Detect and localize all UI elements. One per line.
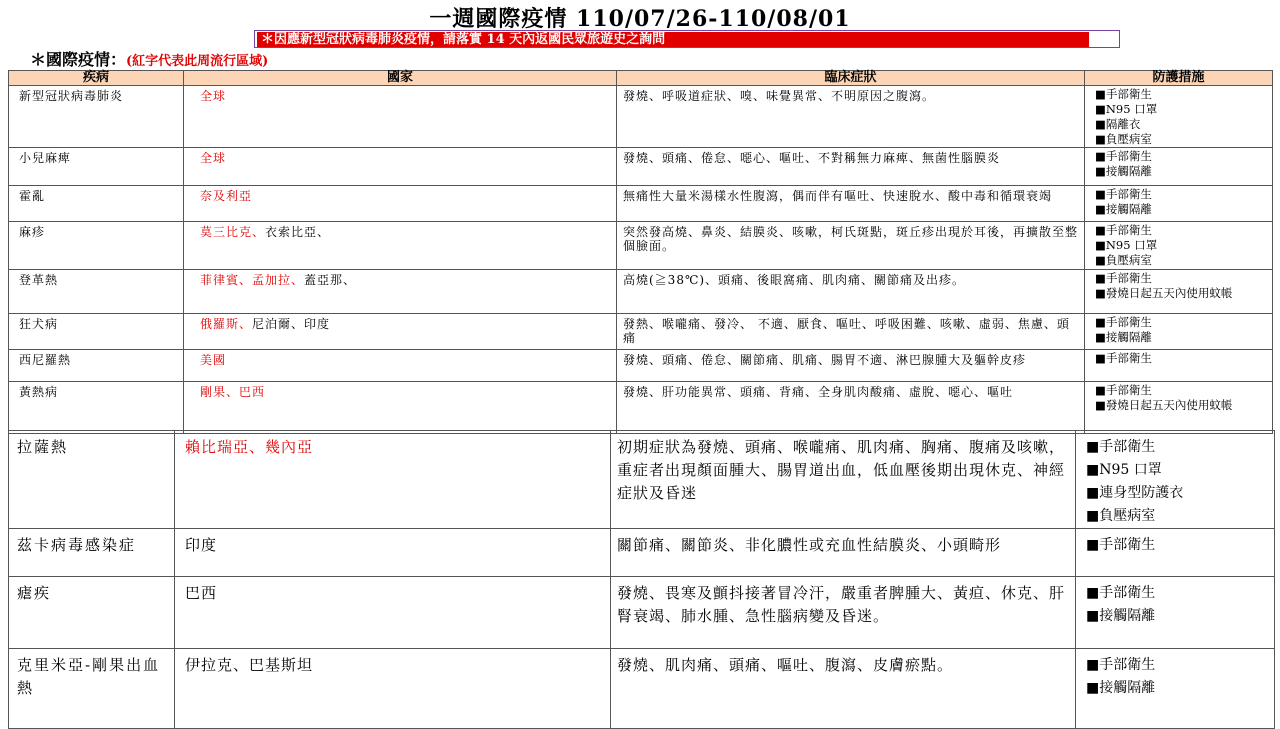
other-countries: 尼泊爾、印度 [252,317,331,331]
other-countries: 衣索比亞、 [265,225,331,239]
section-heading [30,50,268,72]
table-row [9,649,1275,729]
protection-item: ■N95 口罩 [1095,238,1158,252]
protection-measures [1076,431,1275,529]
protection-item: ■手部衛生 [1095,351,1152,365]
disease-name: 狂犬病 [9,314,184,350]
disease-name: 麻疹 [9,222,184,270]
table-row [9,529,1275,577]
clinical-symptoms: 發燒、肌肉痛、頭痛、嘔吐、腹瀉、皮膚瘀點。 [611,649,1076,729]
outbreak-countries: 俄羅斯、 [200,317,253,331]
country-list [184,350,617,382]
protection-item: ■隔離衣 [1095,117,1141,131]
other-countries: 印度 [185,536,218,554]
protection-item: ■接觸隔離 [1095,164,1152,178]
table-row [9,431,1275,529]
disease-name: 茲卡病毒感染症 [9,529,175,577]
table-row [9,382,1273,434]
clinical-symptoms: 發燒、呼吸道症狀、嗅、味覺異常、不明原因之腹瀉。 [617,86,1085,148]
table-row [9,350,1273,382]
clinical-symptoms: 關節痛、關節炎、非化膿性或充血性結膜炎、小頭畸形 [611,529,1076,577]
other-countries: 伊拉克、巴基斯坦 [185,656,314,674]
protection-item: ■接觸隔離 [1095,202,1152,216]
protection-item: ■手部衛生 [1095,223,1152,237]
clinical-symptoms: 初期症狀為發燒、頭痛、喉嚨痛、肌肉痛、胸痛、腹痛及咳嗽，重症者出現顏面腫大、腸胃道出血，低血壓後期出現休克、神經症狀及昏迷 [611,431,1076,529]
outbreak-countries: 全球 [200,151,227,165]
other-countries: 蓋亞那、 [304,273,357,287]
outbreak-countries: 全球 [200,89,227,103]
protection-item: ■接觸隔離 [1086,680,1156,696]
protection-measures [1085,148,1273,186]
table-row [9,577,1275,649]
protection-item: ■接觸隔離 [1086,608,1156,624]
table-row [9,86,1273,148]
protection-measures [1085,270,1273,314]
disease-name: 瘧疾 [9,577,175,649]
clinical-symptoms: 發熱、喉嚨痛、發冷、 不適、厭食、嘔吐、呼吸困難、咳嗽、虛弱、焦慮、頭痛 [617,314,1085,350]
country-list [184,186,617,222]
travel-history-notice [254,30,1120,48]
clinical-symptoms: 無痛性大量米湯樣水性腹瀉，偶而伴有嘔吐、快速脫水、酸中毒和循環衰竭 [617,186,1085,222]
outbreak-countries: 剛果、巴西 [200,385,266,399]
header-protection: 防護措施 [1085,71,1273,86]
clinical-symptoms: 發燒、頭痛、倦怠、噁心、嘔吐、不對稱無力麻痺、無菌性腦膜炎 [617,148,1085,186]
epidemic-table-top [8,70,1273,434]
protection-measures [1076,649,1275,729]
country-list [184,270,617,314]
other-countries: 巴西 [185,584,218,602]
protection-measures [1085,382,1273,434]
protection-item: ■手部衛生 [1095,315,1152,329]
disease-name: 西尼羅熱 [9,350,184,382]
clinical-symptoms: 突然發高燒、鼻炎、結膜炎、咳嗽，柯氏斑點，斑丘疹出現於耳後，再擴散至整個臉面。 [617,222,1085,270]
table-row [9,270,1273,314]
country-list [184,148,617,186]
disease-name: 黃熱病 [9,382,184,434]
disease-name: 克里米亞-剛果出血熱 [9,649,175,729]
protection-item: ■負壓病室 [1095,253,1152,267]
protection-measures [1085,350,1273,382]
protection-measures [1085,186,1273,222]
protection-item: ■發燒日起五天內使用蚊帳 [1095,398,1233,412]
header-disease: 疾病 [9,71,184,86]
protection-item: ■手部衛生 [1086,537,1156,553]
disease-name: 登革熱 [9,270,184,314]
country-list [184,382,617,434]
protection-item: ■手部衛生 [1095,271,1152,285]
table-row [9,186,1273,222]
disease-name: 新型冠狀病毒肺炎 [9,86,184,148]
section-label: ＊國際疫情： [30,50,127,69]
protection-item: ■負壓病室 [1086,508,1156,524]
country-list [175,529,611,577]
table-row [9,222,1273,270]
outbreak-countries: 奈及利亞 [200,189,253,203]
disease-name: 拉薩熱 [9,431,175,529]
page-title: 一週國際疫情 110/07/26-110/08/01 [429,6,851,32]
country-list [184,314,617,350]
protection-measures [1085,222,1273,270]
protection-item: ■接觸隔離 [1095,330,1152,344]
notice-text: ＊因應新型冠狀病毒肺炎疫情，請落實 14 天內返國民眾旅遊史之詢問 [257,32,1089,47]
protection-item: ■手部衛生 [1095,149,1152,163]
table-row [9,314,1273,350]
protection-measures [1076,529,1275,577]
protection-measures [1085,86,1273,148]
protection-measures [1076,577,1275,649]
table-row [9,148,1273,186]
protection-item: ■手部衛生 [1095,383,1152,397]
protection-item: ■發燒日起五天內使用蚊帳 [1095,286,1233,300]
header-symptoms: 臨床症狀 [617,71,1085,86]
country-list [175,577,611,649]
protection-item: ■手部衛生 [1086,585,1156,601]
protection-item: ■負壓病室 [1095,132,1152,146]
country-list [175,431,611,529]
epidemic-table-bottom [8,430,1275,729]
protection-item: ■N95 口罩 [1086,462,1162,478]
protection-measures [1085,314,1273,350]
section-note: (紅字代表此周流行區域) [126,54,269,69]
outbreak-countries: 賴比瑞亞、幾內亞 [185,438,314,456]
protection-item: ■N95 口罩 [1095,102,1158,116]
disease-name: 霍亂 [9,186,184,222]
country-list [184,222,617,270]
outbreak-countries: 莫三比克、 [200,225,266,239]
clinical-symptoms: 發燒、畏寒及顫抖接著冒冷汗，嚴重者脾腫大、黃疸、休克、肝腎衰竭、肺水腫、急性腦病變及昏迷。 [611,577,1076,649]
protection-item: ■手部衛生 [1095,87,1152,101]
disease-name: 小兒麻痺 [9,148,184,186]
protection-item: ■手部衛生 [1086,657,1156,673]
country-list [184,86,617,148]
outbreak-countries: 美國 [200,353,227,367]
outbreak-countries: 菲律賓、孟加拉、 [200,273,305,287]
country-list [175,649,611,729]
clinical-symptoms: 高燒(≧38℃)、頭痛、後眼窩痛、肌肉痛、關節痛及出疹。 [617,270,1085,314]
protection-item: ■手部衛生 [1086,439,1156,455]
protection-item: ■連身型防護衣 [1086,485,1184,501]
table-header-row [9,71,1273,86]
clinical-symptoms: 發燒、頭痛、倦怠、關節痛、肌痛、腸胃不適、淋巴腺腫大及軀幹皮疹 [617,350,1085,382]
clinical-symptoms: 發燒、肝功能異常、頭痛、背痛、全身肌肉酸痛、虛脫、噁心、嘔吐 [617,382,1085,434]
protection-item: ■手部衛生 [1095,187,1152,201]
header-country: 國家 [184,71,617,86]
